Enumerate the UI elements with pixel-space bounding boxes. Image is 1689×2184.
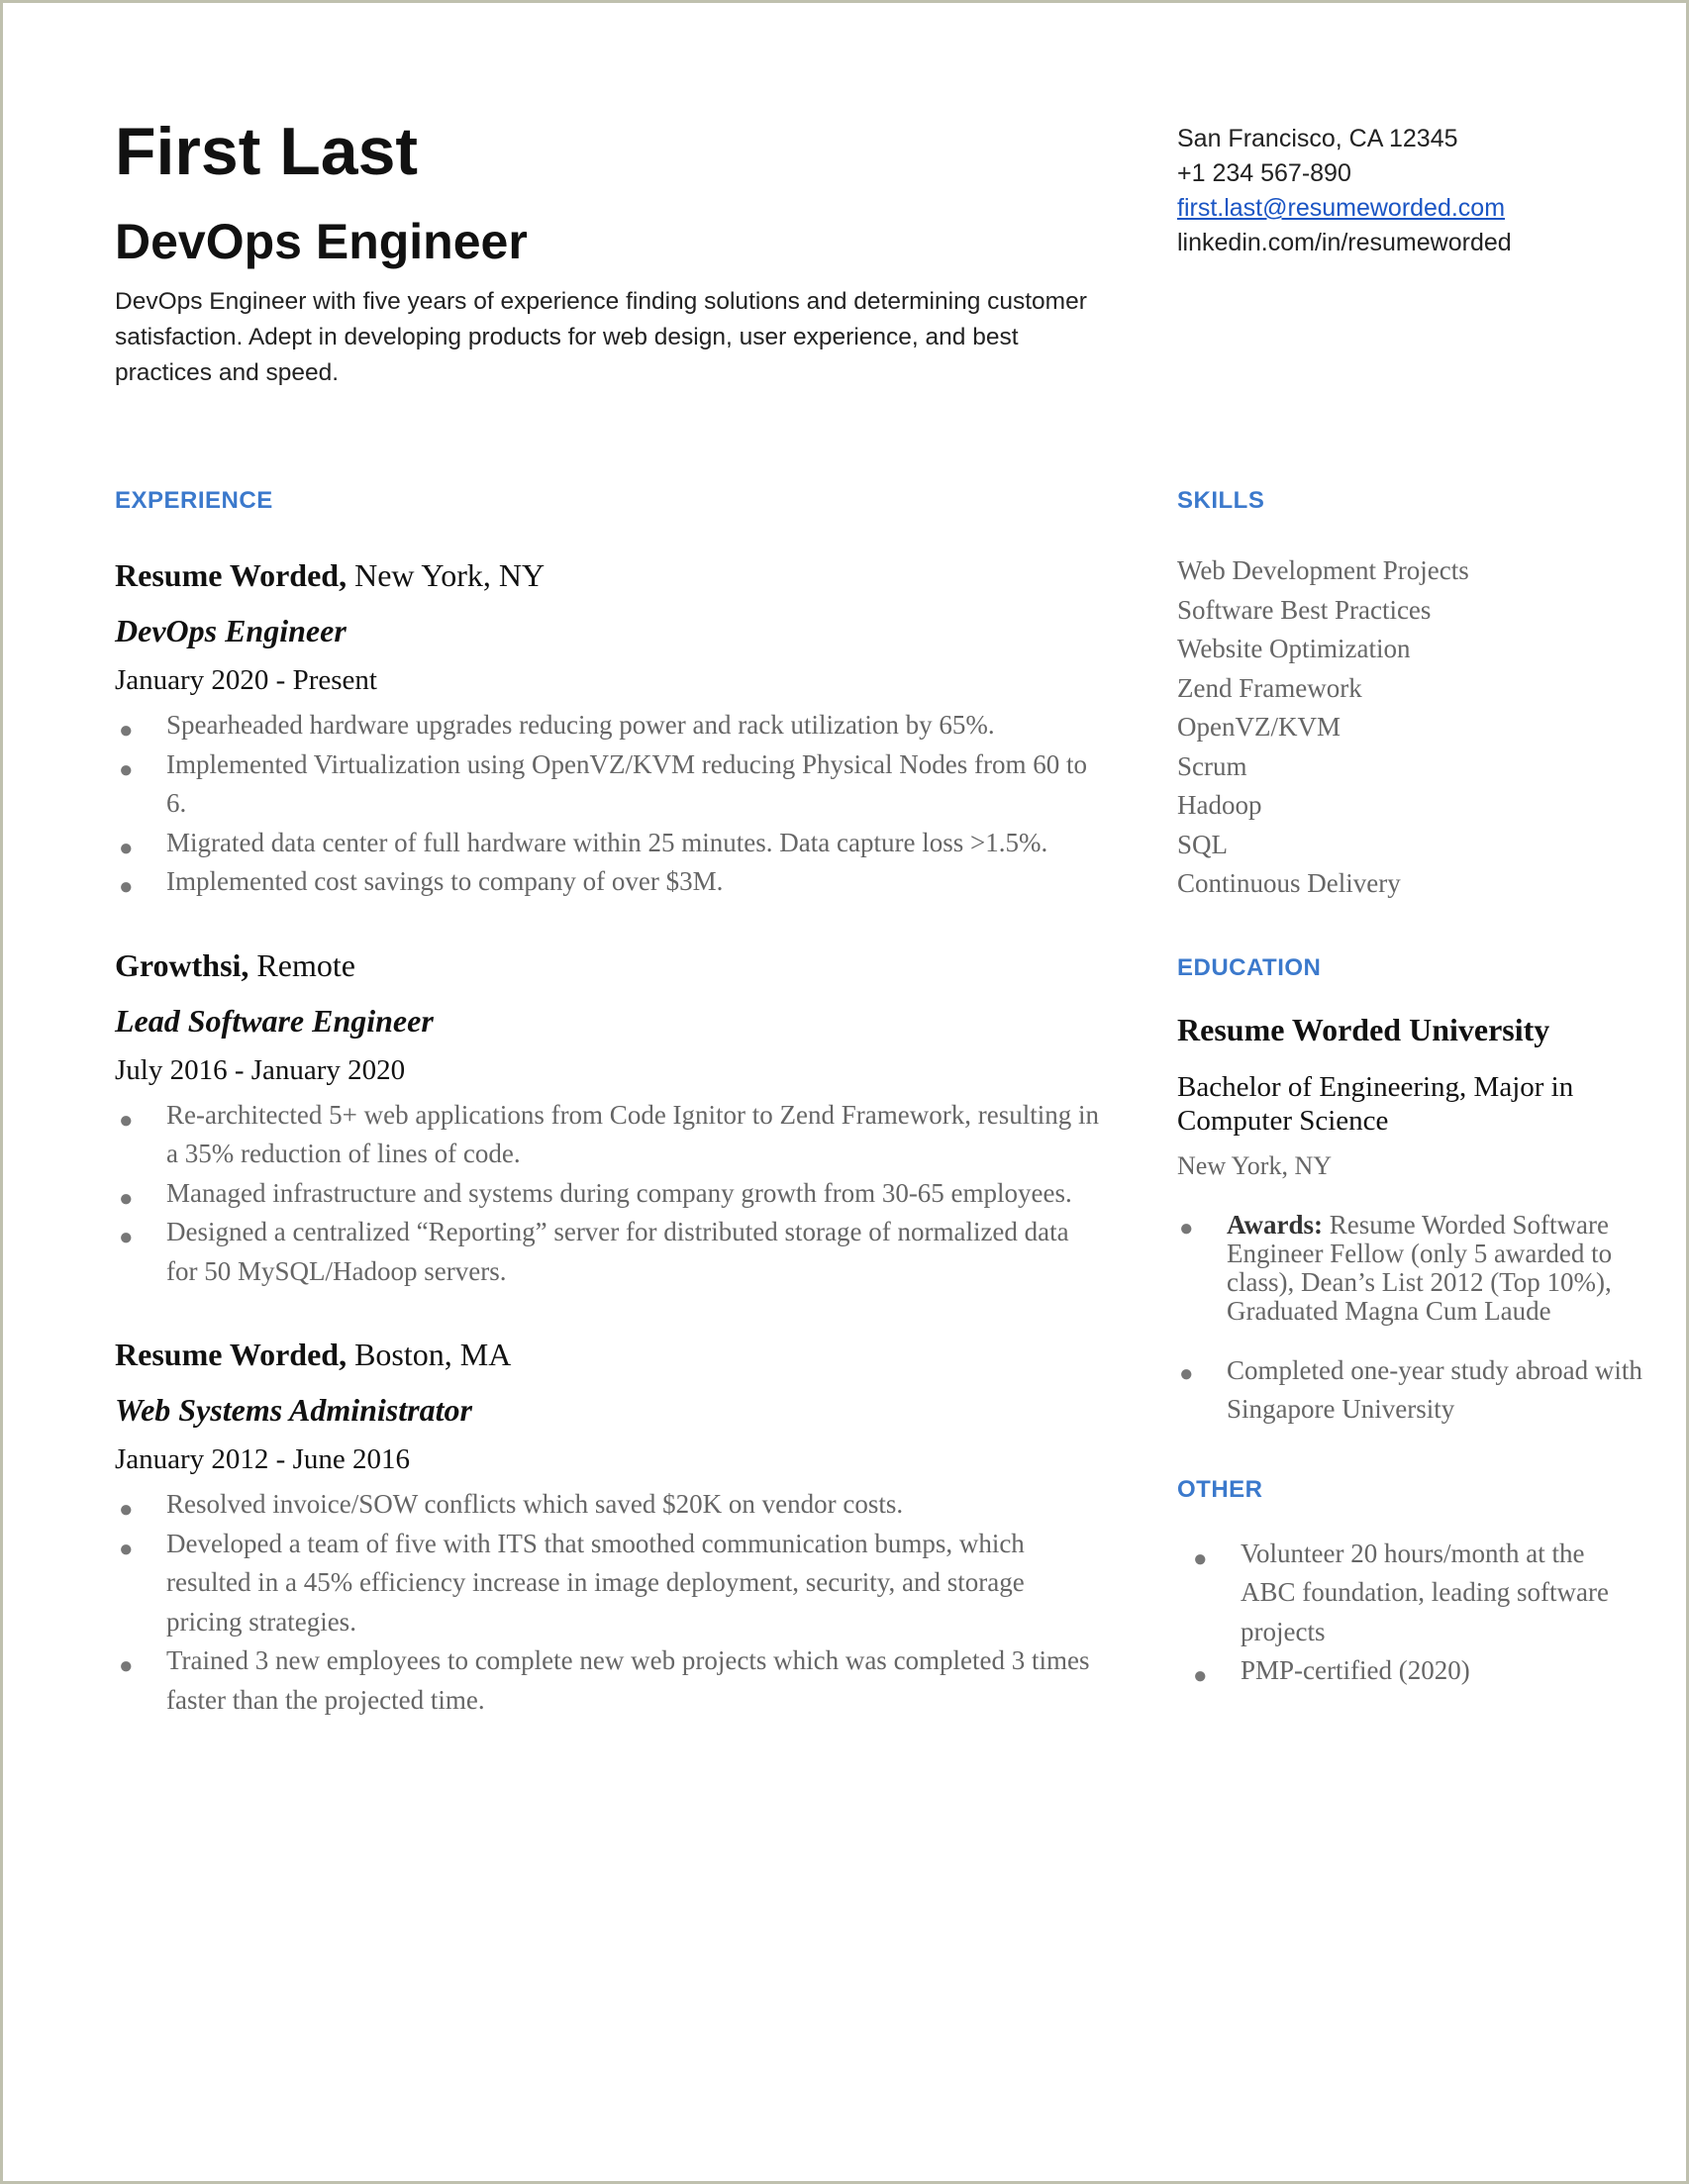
education-heading: EDUCATION <box>1177 953 1322 981</box>
job-dates: July 2016 - January 2020 <box>115 1053 406 1086</box>
bullet-item <box>115 1525 1105 1642</box>
other-item <box>1177 1651 1642 1691</box>
experience-heading: EXPERIENCE <box>115 487 273 514</box>
job-entry <box>115 1335 1105 1720</box>
skill-item: Hadoop <box>1177 790 1262 820</box>
skill-item: Scrum <box>1177 750 1247 781</box>
bullet-icon: ● <box>119 1536 134 1562</box>
bullet-icon: ● <box>119 1225 134 1250</box>
job-company: Resume Worded, <box>115 1337 348 1372</box>
education-bullets <box>1177 1211 1642 1430</box>
job-bullets <box>115 1096 1105 1292</box>
bullet-text: Re-architected 5+ web applications from Code Ignitor to Zend Framework, resulting in a 35% reduction of lines of code. <box>166 1099 1099 1168</box>
experience-section <box>115 486 1105 1720</box>
job-dates: January 2020 - Present <box>115 664 377 696</box>
job-company: Resume Worded, <box>115 557 348 593</box>
bullet-item <box>115 824 1105 863</box>
awards-label: Awards: <box>1227 1209 1323 1240</box>
bullet-icon: ● <box>1179 1360 1194 1387</box>
other-list <box>1177 1535 1642 1691</box>
bullet-icon: ● <box>1193 1545 1208 1572</box>
education-location: New York, NY <box>1177 1150 1333 1180</box>
bullet-icon: ● <box>119 718 134 744</box>
skill-item: Continuous Delivery <box>1177 868 1401 898</box>
summary-text: DevOps Engineer with five years of experience finding solutions and determining customer satisfaction. Adept in developing products for web design, user experience, and best practices and speed. <box>115 288 1087 386</box>
job-location: New York, NY <box>354 557 546 593</box>
job-location: Remote <box>256 946 355 983</box>
bullet-icon: ● <box>119 874 134 900</box>
bullet-icon: ● <box>119 1107 134 1134</box>
bullet-text: Managed infrastructure and systems during company growth from 30-65 employees. <box>166 1177 1072 1208</box>
other-heading: OTHER <box>1177 1475 1263 1503</box>
job-header <box>115 555 1105 595</box>
job-role: Lead Software Engineer <box>115 1002 434 1039</box>
contact-phone: +1 234 567-890 <box>1177 159 1351 187</box>
bullet-icon: ● <box>119 1497 134 1523</box>
bullet-text: Migrated data center of full hardware within 25 minutes. Data capture loss >1.5%. <box>166 827 1048 857</box>
bullet-icon: ● <box>119 1185 134 1212</box>
skills-list <box>1177 551 1642 904</box>
education-awards <box>1177 1211 1642 1326</box>
job-entry <box>115 945 1105 1292</box>
education-degree: Bachelor of Engineering, Major in Computer Science <box>1177 1070 1574 1137</box>
contact-block <box>1177 122 1652 260</box>
job-bullets <box>115 1485 1105 1720</box>
bullet-icon: ● <box>119 756 134 783</box>
bullet-text: Developed a team of five with ITS that smoothed communication bumps, which resulted in a 45% efficiency increase in image deployment, security, and storage pricing strategies. <box>166 1528 1025 1637</box>
job-header <box>115 945 1105 985</box>
bullet-item <box>115 1485 1105 1525</box>
bullet-item <box>115 1213 1105 1291</box>
bullet-icon: ● <box>1193 1663 1208 1689</box>
candidate-headline: DevOps Engineer <box>115 214 528 269</box>
sidebar-column <box>1177 486 1642 1691</box>
bullet-item <box>115 1096 1105 1174</box>
skills-heading: SKILLS <box>1177 487 1265 514</box>
skill-item: Zend Framework <box>1177 672 1362 703</box>
job-header <box>115 1335 1105 1374</box>
other-item <box>1177 1535 1642 1652</box>
job-role: Web Systems Administrator <box>115 1392 472 1428</box>
education-study-abroad <box>1177 1351 1642 1430</box>
bullet-item <box>115 706 1105 745</box>
skill-item: Software Best Practices <box>1177 594 1432 625</box>
bullet-text: Implemented cost savings to company of over $3M. <box>166 866 724 896</box>
job-role: DevOps Engineer <box>115 613 347 648</box>
contact-email-link[interactable]: first.last@resumeworded.com <box>1177 194 1506 222</box>
bullet-item <box>115 1641 1105 1720</box>
job-location: Boston, MA <box>354 1337 512 1372</box>
education-school: Resume Worded University <box>1177 1011 1550 1047</box>
job-entry <box>115 555 1105 902</box>
other-item-text: PMP-certified (2020) <box>1241 1655 1470 1685</box>
candidate-name: First Last <box>115 114 419 189</box>
job-dates: January 2012 - June 2016 <box>115 1443 411 1475</box>
bullet-text: Implemented Virtualization using OpenVZ/KVM reducing Physical Nodes from 60 to 6. <box>166 748 1087 818</box>
bullet-text: Spearheaded hardware upgrades reducing power and rack utilization by 65%. <box>166 710 995 740</box>
other-item-text: Volunteer 20 hours/month at the ABC foundation, leading software projects <box>1241 1538 1609 1646</box>
contact-location: San Francisco, CA 12345 <box>1177 125 1458 152</box>
job-bullets <box>115 706 1105 902</box>
bullet-item <box>115 862 1105 902</box>
bullet-icon: ● <box>119 1653 134 1679</box>
skill-item: Website Optimization <box>1177 634 1411 663</box>
skill-item: Web Development Projects <box>1177 555 1469 585</box>
bullet-text: Designed a centralized “Reporting” server for distributed storage of normalized data for 50 MySQL/Hadoop servers. <box>166 1217 1069 1286</box>
bullet-icon: ● <box>119 835 134 861</box>
skill-item: OpenVZ/KVM <box>1177 712 1341 742</box>
contact-linkedin: linkedin.com/in/resumeworded <box>1177 229 1512 256</box>
study-abroad-text: Completed one-year study abroad with Singapore University <box>1227 1354 1642 1424</box>
bullet-icon: ● <box>1179 1215 1194 1241</box>
job-company: Growthsi, <box>115 946 249 983</box>
bullet-text: Trained 3 new employees to complete new web projects which was completed 3 times faster than the projected time. <box>166 1645 1090 1715</box>
bullet-item <box>115 1174 1105 1214</box>
awards-text: Resume Worded Software Engineer Fellow (only 5 awarded to class), Dean’s List 2012 (Top 10%), Graduated Magna Cum Laude <box>1227 1209 1613 1326</box>
skill-item: SQL <box>1177 829 1229 859</box>
bullet-text: Resolved invoice/SOW conflicts which saved $20K on vendor costs. <box>166 1489 904 1519</box>
bullet-item <box>115 745 1105 824</box>
